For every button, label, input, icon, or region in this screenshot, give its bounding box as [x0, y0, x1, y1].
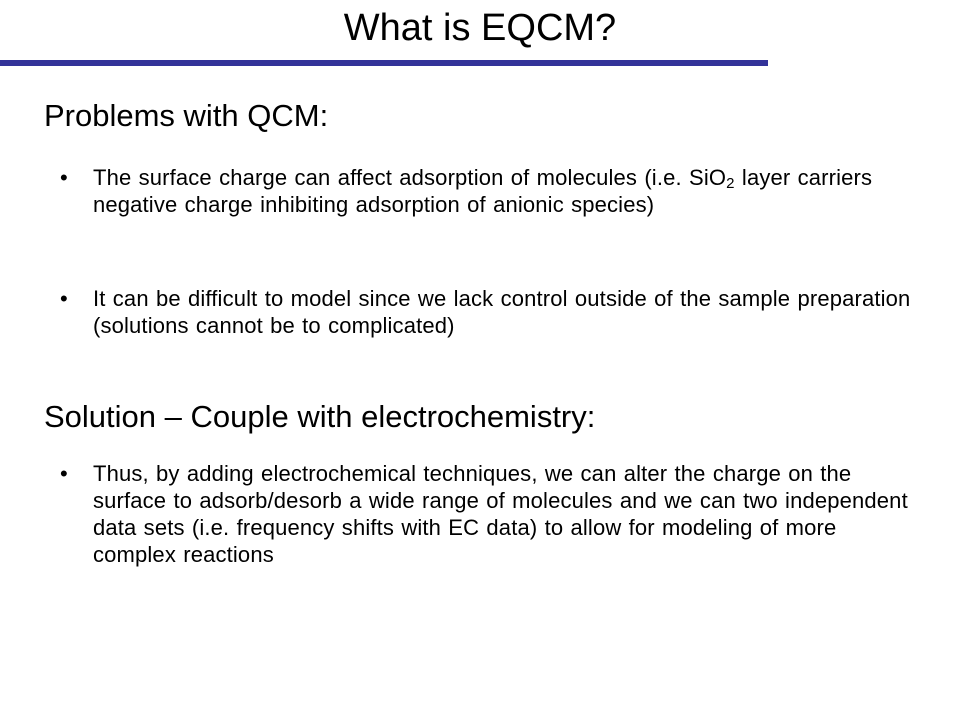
- bullet-icon: •: [60, 461, 68, 486]
- bullet-text: [93, 164, 920, 218]
- bullet-icon: •: [60, 286, 68, 311]
- slide-title: What is EQCM?: [343, 7, 617, 49]
- title-underline: [0, 60, 768, 66]
- section-heading-solution: Solution – Couple with electrochemistry:: [44, 399, 596, 434]
- bullet-text: Thus, by adding electrochemical techniques, we can alter the charge on the surface to adsorb/desorb a wide range of molecules and we can two independent data sets (i.e. frequency shifts with EC data) to allow for modeling of more complex reactions: [93, 461, 908, 567]
- bullet-item-surface-charge: [60, 164, 920, 218]
- bullet-text-part: The surface charge can affect adsorption of molecules (i.e. SiO: [93, 165, 727, 190]
- bullet-item-electrochemical: [60, 460, 920, 568]
- section-heading-problems: Problems with QCM:: [44, 98, 329, 133]
- subscript: 2: [726, 175, 735, 192]
- bullet-icon: •: [60, 165, 68, 190]
- bullet-text: It can be difficult to model since we lack control outside of the sample preparation (solutions cannot be to complicated): [93, 286, 911, 338]
- bullet-item-modeling: [60, 285, 920, 339]
- bullet-text-part: layer carriers negative charge inhibiting adsorption of anionic species): [93, 165, 873, 217]
